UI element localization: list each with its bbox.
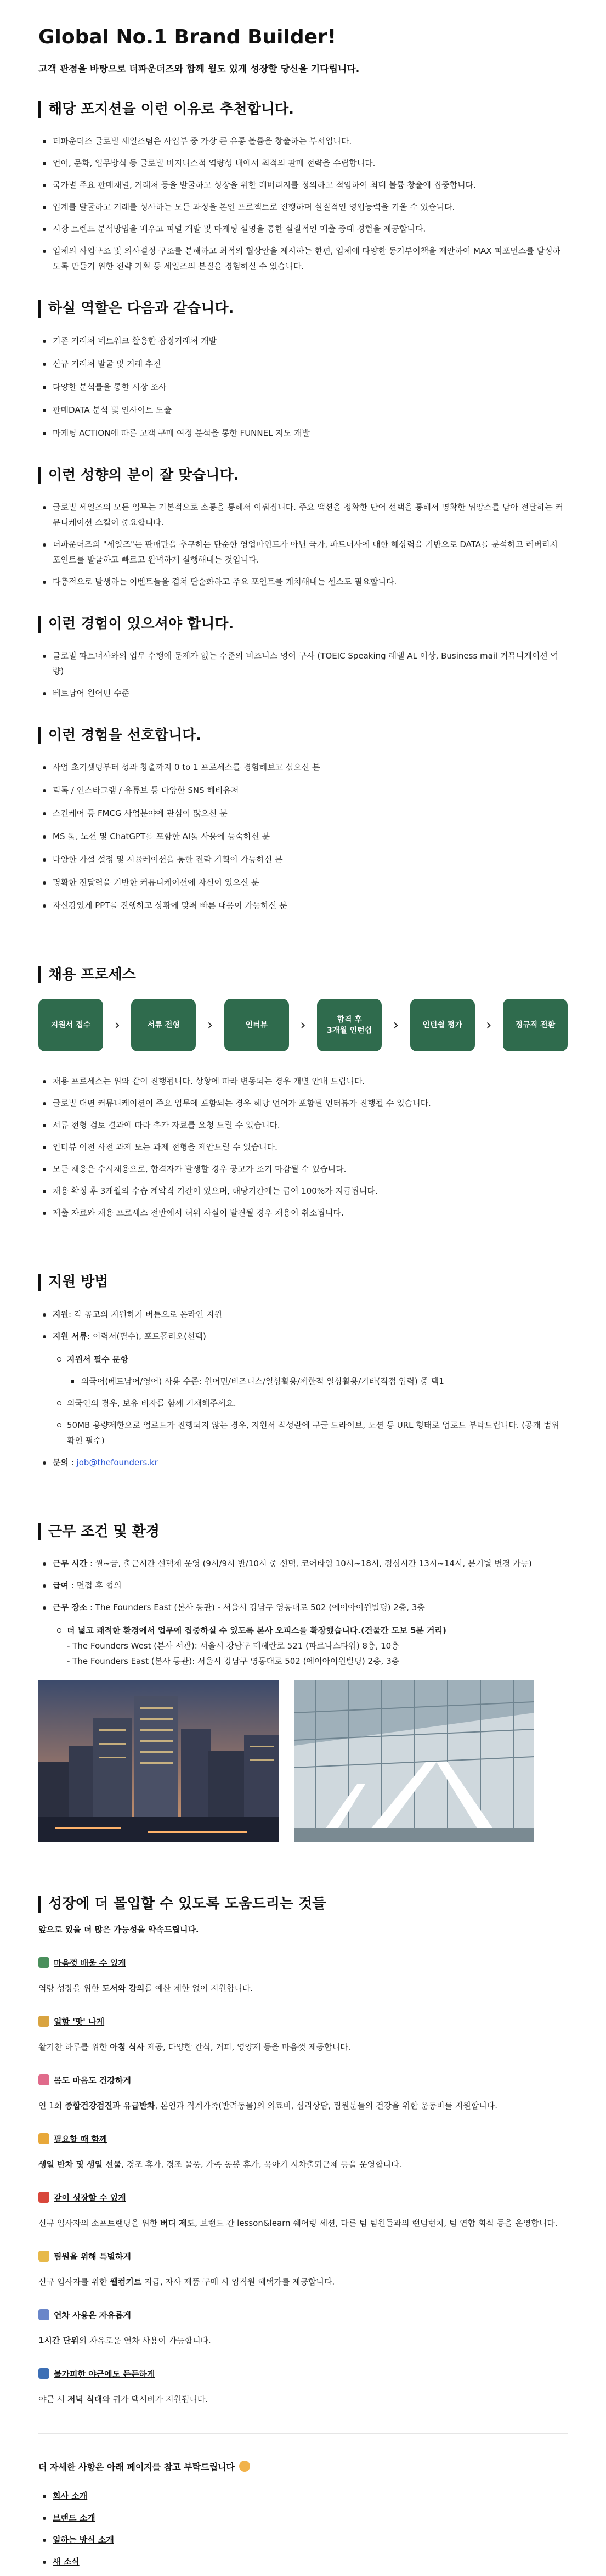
smile-icon xyxy=(239,2461,250,2472)
sparkle-icon xyxy=(38,2251,49,2262)
news-link[interactable]: 새 소식 xyxy=(53,2556,80,2567)
list-item: 다층적으로 발생하는 이벤트들을 겹쳐 단순화하고 주요 포인트를 캐치해내는 센스도 필요합니다. xyxy=(53,574,568,589)
perk-highlight: 도서와 강의 xyxy=(101,1983,145,1993)
more-info-text: 더 자세한 사항은 아래 페이지를 참고 부탁드립니다 xyxy=(38,2461,235,2472)
role-list xyxy=(38,333,568,441)
list-item: 채용 확정 후 3개월의 수습 계약직 기간이 있으며, 해당기간에는 급여 100%가 지급됩니다. xyxy=(53,1183,568,1199)
process-notes-list xyxy=(38,1073,568,1220)
list-item: 스킨케어 등 FMCG 사업분야에 관심이 많으신 분 xyxy=(53,806,568,821)
perk-item xyxy=(38,1957,568,1996)
list-item: 신규 거래처 발굴 및 거래 추진 xyxy=(53,356,568,372)
health-icon xyxy=(38,2074,49,2085)
list-item: 외국어(베트남어/영어) 사용 수준: 원어민/비즈니스/일상활용/제한적 일상활용/기타(직접 입력) 중 택1 xyxy=(81,1374,568,1389)
list-item xyxy=(67,1623,568,1669)
process-step: 인턴쉽 평가 xyxy=(410,999,475,1051)
list-item xyxy=(53,2488,568,2504)
brand-intro-link[interactable]: 브랜드 소개 xyxy=(53,2512,95,2523)
more-info-title xyxy=(38,2460,568,2473)
work-list xyxy=(38,1556,568,1669)
place-label: 근무 장소 xyxy=(53,1602,88,1612)
page-title: Global No.1 Brand Builder! xyxy=(38,26,337,48)
perk-item xyxy=(38,2016,568,2055)
salary-label: 급여 xyxy=(53,1580,69,1590)
work-style-link[interactable]: 일하는 방식 소개 xyxy=(53,2534,114,2545)
list-item xyxy=(53,1329,568,1448)
contact-separator: : xyxy=(68,1457,77,1467)
list-item: 채용 프로세스는 위와 같이 진행됩니다. 상황에 따라 변동되는 경우 개별 안내 드립니다. xyxy=(53,1073,568,1089)
section-title-process: 채용 프로세스 xyxy=(38,966,568,983)
list-item: 제출 자료와 채용 프로세스 전반에서 허위 사실이 발견될 경우 채용이 취소됩니다. xyxy=(53,1205,568,1220)
perk-title: 일할 '맛' 나게 xyxy=(54,2016,105,2027)
list-item: 외국인의 경우, 보유 비자를 함께 기재해주세요. xyxy=(67,1396,568,1411)
company-intro-link[interactable]: 회사 소개 xyxy=(53,2490,88,2501)
list-item: 기존 거래처 네트워크 활용한 잠정거래처 개발 xyxy=(53,333,568,348)
books-icon xyxy=(38,1957,49,1968)
section-title-requirements: 이런 경험이 있으셔야 합니다. xyxy=(38,616,568,633)
process-step: 정규직 전환 xyxy=(503,999,568,1051)
section-title-apply: 지원 방법 xyxy=(38,1274,568,1291)
contact-label: 문의 xyxy=(53,1457,69,1467)
list-item xyxy=(53,1556,568,1571)
process-step: 인터뷰 xyxy=(224,999,289,1051)
perk-text: 와 귀가 택시비가 지원됩니다. xyxy=(102,2394,208,2404)
list-item: 베트남어 원어민 수준 xyxy=(53,685,568,701)
perk-item xyxy=(38,2192,568,2231)
perk-title: 몸도 마음도 건강하게 xyxy=(54,2075,131,2085)
perk-text: , 브랜드 간 lesson&learn 쉐어링 세션, 다른 팀 팀원들과의 랜덤런치, 팀 연합 회식 등을 운영합니다. xyxy=(195,2218,558,2228)
perk-highlight: 종합건강검진과 유급반차 xyxy=(65,2100,155,2111)
perk-text: 활기찬 하루를 위한 xyxy=(38,2041,110,2052)
list-item: 사업 초기셋팅부터 성과 창출까지 0 to 1 프로세스를 경험해보고 싶으신 분 xyxy=(53,760,568,775)
list-item: 판매DATA 분석 및 인사이트 도출 xyxy=(53,402,568,418)
contact-email-link[interactable]: job@thefounders.kr xyxy=(76,1457,158,1467)
perk-text: , 본인과 직계가족(반려동물)의 의료비, 심리상담, 팀원분들의 건강을 위한 운동비를 지원합니다. xyxy=(155,2100,498,2111)
perk-text: 제공, 다양한 간식, 커피, 영양제 등을 마음껏 제공합니다. xyxy=(144,2041,351,2052)
perk-title: 불가피한 야근에도 든든하게 xyxy=(54,2369,155,2379)
apply-text: : 각 공고의 지원하기 버튼으로 온라인 지원 xyxy=(68,1309,222,1319)
list-item: 시장 트렌드 분석방법을 배우고 퍼널 개발 및 마케팅 설명을 통한 실질적인 매출 증대 경험을 제공합니다. xyxy=(53,221,568,237)
apply-list xyxy=(38,1307,568,1470)
perk-text: 연 1회 xyxy=(38,2100,65,2111)
list-item: 더파운더즈의 "세일즈"는 판매만을 추구하는 단순한 영업마인드가 아닌 국가, 파트너사에 대한 해상력을 기반으로 DATA를 분석하고 레버리지 포인트를 발굴하고 빠르고 완벽하게 실행해내는 것입니다. xyxy=(53,537,568,567)
list-item: 더파운더즈 글로벌 세일즈팀은 사업부 중 가장 큰 유통 볼륨을 창출하는 부서입니다. xyxy=(53,133,568,149)
perk-highlight: 버디 제도 xyxy=(160,2218,195,2228)
list-item: 인터뷰 이전 사전 과제 또는 과제 전형을 제안드릴 수 있습니다. xyxy=(53,1139,568,1155)
hours-text: : 월~금, 출근시간 선택제 운영 (9시/9시 반/10시 중 선택, 코어타임 10시~18시, 점심시간 13시~14시, 분기별 변경 가능) xyxy=(87,1558,532,1568)
list-item: 명확한 전달력을 기반한 커뮤니케이션에 자신이 있으신 분 xyxy=(53,875,568,890)
place-sublist xyxy=(53,1623,568,1669)
list-item: 다양한 가설 설정 및 시뮬레이션을 통한 전략 기획이 가능하신 분 xyxy=(53,852,568,867)
requirements-list xyxy=(38,648,568,701)
place-text: : The Founders East (본사 동관) - 서울시 강남구 영동대로 502 (에이아이원빌딩) 2층, 3층 xyxy=(87,1602,425,1612)
list-item: 글로벌 대면 커뮤니케이션이 주요 업무에 포함되는 경우 해당 언어가 포함된 인터뷰가 진행될 수 있습니다. xyxy=(53,1095,568,1111)
process-step: 서류 전형 xyxy=(131,999,196,1051)
list-item xyxy=(53,1600,568,1669)
perk-highlight: 웰컴키트 xyxy=(110,2276,142,2287)
perk-text: 야근 시 xyxy=(38,2394,68,2404)
list-item xyxy=(53,1578,568,1593)
calendar-icon xyxy=(38,2309,49,2320)
list-item xyxy=(53,2510,568,2526)
perk-highlight: 1시간 단위 xyxy=(38,2335,79,2346)
section-title-work: 근무 조건 및 환경 xyxy=(38,1523,568,1540)
growth-lead: 앞으로 있을 더 많은 가능성을 약속드립니다. xyxy=(38,1924,199,1934)
perk-item xyxy=(38,2251,568,2290)
docs-text: : 이력서(필수), 포트폴리오(선택) xyxy=(87,1331,206,1341)
perk-title: 마음껏 배울 수 있게 xyxy=(54,1958,126,1968)
office-photo-west xyxy=(38,1680,279,1842)
perk-item xyxy=(38,2309,568,2348)
preferred-list xyxy=(38,760,568,913)
section-title-role: 하실 역할은 다음과 같습니다. xyxy=(38,300,568,317)
list-item: 언어, 문화, 업무방식 등 글로벌 비지니스적 역량성 내에서 최적의 판매 전략을 수립합니다. xyxy=(53,155,568,171)
perk-title: 연차 사용은 자유롭게 xyxy=(54,2310,131,2320)
taxi-icon xyxy=(38,2368,49,2379)
divider xyxy=(38,2433,568,2434)
east-office-address: - The Founders East (본사 동관): 서울시 강남구 영동대로 502 (에이아이원빌딩) 2층, 3층 xyxy=(67,1656,400,1666)
process-step: 지원서 접수 xyxy=(38,999,103,1051)
list-item: MS 툴, 노션 및 ChatGPT를 포함한 AI툴 사용에 능숙하신 분 xyxy=(53,829,568,844)
docs-label: 지원 서류 xyxy=(53,1331,88,1341)
docs-sublist xyxy=(53,1352,568,1448)
recommend-list xyxy=(38,133,568,274)
perk-highlight: 생일 반차 및 생일 선물 xyxy=(38,2159,122,2169)
perk-title: 팀원을 위해 특별하게 xyxy=(54,2251,131,2262)
list-item: 업계를 발굴하고 거래를 성사하는 모든 과정을 본인 프로젝트로 진행하며 실질적인 영업능력을 키울 수 있습니다. xyxy=(53,199,568,215)
page-subtitle: 고객 관점을 바탕으로 더파운더즈와 함께 월도 있게 성장할 당신을 기다립니다. xyxy=(38,64,360,75)
list-item: 글로벌 파트너사와의 업무 수행에 문제가 없는 수준의 비즈니스 영어 구사 (TOEIC Speaking 레벨 AL 이상, Business mail 커뮤니케이션 역량) xyxy=(53,648,568,679)
list-item: 업체의 사업구조 및 의사결정 구조를 분해하고 최적의 협상안을 제시하는 한편, 업체에 다양한 동기부여책을 제안하여 MAX 퍼포먼스를 달성하도록 만들기 위한 전략 기획 등 세일즈의 본질을 경험하실 수 있습니다. xyxy=(53,243,568,274)
office-photo-east xyxy=(294,1680,534,1842)
perk-item xyxy=(38,2133,568,2172)
list-item: 틱톡 / 인스타그램 / 유튜브 등 다양한 SNS 헤비유저 xyxy=(53,783,568,798)
list-item: 마케팅 ACTION에 따른 고객 구매 여정 분석을 통한 FUNNEL 지도 개발 xyxy=(53,425,568,441)
perk-title: 필요할 때 함께 xyxy=(54,2134,107,2144)
list-item: 다양한 분석툴을 통한 시장 조사 xyxy=(53,379,568,395)
hiring-process-flow xyxy=(38,999,568,1051)
list-item xyxy=(53,1307,568,1322)
list-item: 국가별 주요 판매채널, 거래처 등을 발굴하고 성장을 위한 레버리지를 정의하고 적임하여 최대 볼륨 창출에 집중합니다. xyxy=(53,177,568,193)
section-title-growth: 성장에 더 몰입할 수 있도록 도움드리는 것들 xyxy=(38,1896,568,1913)
list-item xyxy=(53,1455,568,1470)
list-item xyxy=(53,2554,568,2569)
list-item: 서류 전형 검토 결과에 따라 추가 자료를 요청 드릴 수 있습니다. xyxy=(53,1117,568,1133)
chevron-right-icon: › xyxy=(207,1017,213,1034)
perk-highlight: 아침 식사 xyxy=(110,2041,145,2052)
section-title-preferred: 이런 경험을 선호합니다. xyxy=(38,727,568,744)
section-title-fit: 이런 성향의 분이 잘 맞습니다. xyxy=(38,467,568,484)
flag-icon xyxy=(38,2192,49,2203)
celebrate-icon xyxy=(38,2133,49,2144)
hours-label: 근무 시간 xyxy=(53,1558,88,1568)
perk-text: 지급, 자사 제품 구매 시 임직원 혜택가를 제공합니다. xyxy=(141,2276,335,2287)
apply-label: 지원 xyxy=(53,1309,69,1319)
chevron-right-icon: › xyxy=(485,1017,492,1034)
list-item: 글로벌 세일즈의 모든 업무는 기본적으로 소통을 통해서 이뤄집니다. 주요 액션을 정확한 단어 선택을 통해서 명확한 뉘앙스를 담아 전달하는 커뮤니케이션 스킬이 중요합니다. xyxy=(53,499,568,530)
perk-text: 역량 성장을 위한 xyxy=(38,1983,102,1993)
process-step: 합격 후 3개월 인턴쉽 xyxy=(317,999,382,1051)
perk-item xyxy=(38,2074,568,2113)
list-item: 자신감있게 PPT를 진행하고 상황에 맞춰 빠른 대응이 가능하신 분 xyxy=(53,898,568,913)
perk-highlight: 저녁 식대 xyxy=(67,2394,103,2404)
chevron-right-icon: › xyxy=(300,1017,306,1034)
west-office-address: - The Founders West (본사 서관): 서울시 강남구 테헤란로 521 (파르나스타워) 8층, 10층 xyxy=(67,1640,399,1651)
list-item xyxy=(53,2532,568,2547)
chevron-right-icon: › xyxy=(114,1017,120,1034)
more-info-links xyxy=(38,2488,568,2569)
salary-text: : 면접 후 협의 xyxy=(68,1580,122,1590)
perk-text: 신규 입사자를 위한 xyxy=(38,2276,110,2287)
perk-text: 신규 입사자의 소프트랜딩을 위한 xyxy=(38,2218,160,2228)
perk-title: 같이 성장할 수 있게 xyxy=(54,2192,126,2203)
perk-item xyxy=(38,2368,568,2407)
perk-text: , 경조 휴가, 경조 물품, 가족 동봉 휴가, 육아기 시차출퇴근제 등을 운영합니다. xyxy=(121,2159,402,2169)
food-icon xyxy=(38,2016,49,2027)
office-expansion-text: 더 넓고 쾌적한 환경에서 업무에 집중하실 수 있도록 본사 오피스를 확장했습니다. xyxy=(67,1625,361,1635)
list-item: 50MB 용량제한으로 업로드가 진행되지 않는 경우, 지원서 작성란에 구글 드라이브, 노션 등 URL 형태로 업로드 부탁드립니다. (공개 범위 확인 필수) xyxy=(67,1418,568,1448)
chevron-right-icon: › xyxy=(393,1017,399,1034)
perk-text: 를 예산 제한 없이 지원합니다. xyxy=(144,1983,253,1993)
section-title-recommend: 해당 포지션을 이런 이유로 추천합니다. xyxy=(38,101,568,118)
perk-text: 의 자유로운 연차 사용이 가능합니다. xyxy=(78,2335,211,2346)
office-photos xyxy=(38,1680,568,1842)
fit-list xyxy=(38,499,568,589)
list-item: 모든 채용은 수시채용으로, 합격자가 발생할 경우 공고가 조기 마감될 수 있습니다. xyxy=(53,1161,568,1177)
office-distance-text: (건물간 도보 5분 거리) xyxy=(361,1625,446,1635)
required-questions-label: 지원서 필수 문항 xyxy=(67,1354,128,1364)
list-item xyxy=(67,1352,568,1389)
questions-sublist xyxy=(67,1374,568,1389)
